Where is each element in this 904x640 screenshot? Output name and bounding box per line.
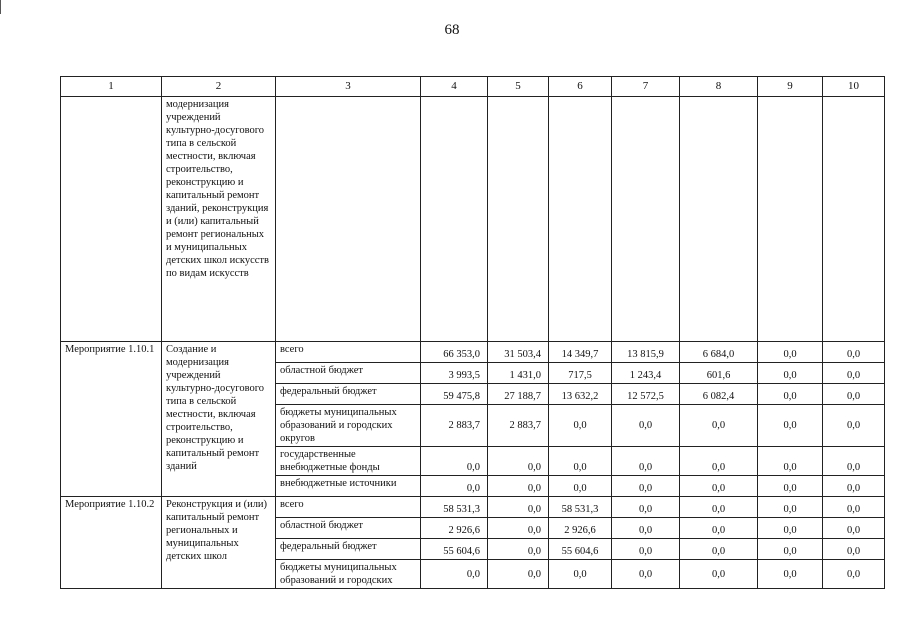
value-cell: 601,6 bbox=[680, 363, 758, 384]
table-row bbox=[61, 497, 885, 518]
header-row bbox=[61, 77, 885, 97]
empty-cell bbox=[61, 97, 162, 342]
value-cell: 27 188,7 bbox=[488, 384, 549, 405]
value-cell: 717,5 bbox=[549, 363, 612, 384]
value-cell: 12 572,5 bbox=[612, 384, 680, 405]
value-cell: 0,0 bbox=[680, 476, 758, 497]
col-header: 10 bbox=[823, 77, 885, 97]
col-header: 1 bbox=[61, 77, 162, 97]
funding-source: всего bbox=[276, 497, 421, 518]
value-cell: 3 993,5 bbox=[421, 363, 488, 384]
value-cell: 0,0 bbox=[823, 405, 885, 447]
value-cell: 6 684,0 bbox=[680, 342, 758, 363]
value-cell: 0,0 bbox=[758, 560, 823, 589]
col-header: 9 bbox=[758, 77, 823, 97]
value-cell: 0,0 bbox=[680, 497, 758, 518]
value-cell: 2 926,6 bbox=[549, 518, 612, 539]
value-cell: 0,0 bbox=[823, 518, 885, 539]
value-cell: 0,0 bbox=[758, 384, 823, 405]
value-cell: 13 632,2 bbox=[549, 384, 612, 405]
value-cell: 0,0 bbox=[823, 342, 885, 363]
value-cell: 0,0 bbox=[549, 447, 612, 476]
value-cell: 0,0 bbox=[549, 405, 612, 447]
funding-source: бюджеты муниципальных образований и городских округов bbox=[276, 405, 421, 447]
value-cell: 0,0 bbox=[549, 476, 612, 497]
value-cell: 0,0 bbox=[758, 497, 823, 518]
funding-source: всего bbox=[276, 342, 421, 363]
value-cell: 0,0 bbox=[758, 476, 823, 497]
value-cell: 0,0 bbox=[612, 447, 680, 476]
value-cell: 2 926,6 bbox=[421, 518, 488, 539]
continuation-row bbox=[61, 97, 885, 342]
value-cell: 13 815,9 bbox=[612, 342, 680, 363]
table-row bbox=[61, 342, 885, 363]
value-cell: 2 883,7 bbox=[421, 405, 488, 447]
value-cell: 59 475,8 bbox=[421, 384, 488, 405]
funding-source: государственные внебюджетные фонды bbox=[276, 447, 421, 476]
value-cell: 1 243,4 bbox=[612, 363, 680, 384]
value-cell: 0,0 bbox=[823, 384, 885, 405]
col-header: 8 bbox=[680, 77, 758, 97]
value-cell: 0,0 bbox=[612, 497, 680, 518]
measure-description: Реконструкция и (или) капитальный ремонт региональных и муниципальных детских школ bbox=[162, 497, 276, 589]
page-number: 68 bbox=[444, 22, 460, 38]
value-cell: 0,0 bbox=[612, 539, 680, 560]
value-cell: 14 349,7 bbox=[549, 342, 612, 363]
value-cell: 0,0 bbox=[823, 476, 885, 497]
value-cell: 0,0 bbox=[823, 447, 885, 476]
value-cell: 0,0 bbox=[758, 518, 823, 539]
value-cell: 55 604,6 bbox=[421, 539, 488, 560]
value-cell: 0,0 bbox=[758, 342, 823, 363]
funding-source: бюджеты муниципальных образований и городских bbox=[276, 560, 421, 589]
value-cell: 0,0 bbox=[823, 539, 885, 560]
col-header: 5 bbox=[488, 77, 549, 97]
value-cell: 55 604,6 bbox=[549, 539, 612, 560]
col-header: 7 bbox=[612, 77, 680, 97]
value-cell: 0,0 bbox=[823, 363, 885, 384]
value-cell: 0,0 bbox=[680, 518, 758, 539]
budget-table bbox=[60, 76, 885, 589]
value-cell: 0,0 bbox=[421, 447, 488, 476]
value-cell: 2 883,7 bbox=[488, 405, 549, 447]
value-cell: 0,0 bbox=[488, 539, 549, 560]
value-cell: 0,0 bbox=[612, 518, 680, 539]
value-cell: 0,0 bbox=[421, 560, 488, 589]
measure-description: Создание и модернизация учреждений культурно-досугового типа в сельской местности, включая строительство, реконструкцию и капитальный ремонт зданий bbox=[162, 342, 276, 497]
value-cell: 0,0 bbox=[612, 405, 680, 447]
value-cell: 0,0 bbox=[680, 560, 758, 589]
value-cell: 31 503,4 bbox=[488, 342, 549, 363]
value-cell: 0,0 bbox=[488, 560, 549, 589]
continuation-description: модернизация учреждений культурно-досугового типа в сельской местности, включая строительство, реконструкцию и капитальный ремонт зданий, реконструкция и (или) капитальный ремонт региональных и муниципальных детских школ искусств по видам искусств bbox=[162, 97, 276, 342]
funding-source: областной бюджет bbox=[276, 518, 421, 539]
value-cell: 0,0 bbox=[612, 560, 680, 589]
value-cell: 0,0 bbox=[758, 447, 823, 476]
value-cell: 0,0 bbox=[488, 447, 549, 476]
value-cell: 0,0 bbox=[758, 363, 823, 384]
value-cell: 0,0 bbox=[421, 476, 488, 497]
col-header: 3 bbox=[276, 77, 421, 97]
value-cell: 1 431,0 bbox=[488, 363, 549, 384]
value-cell: 0,0 bbox=[549, 560, 612, 589]
funding-source: внебюджетные источники bbox=[276, 476, 421, 497]
col-header: 6 bbox=[549, 77, 612, 97]
value-cell: 58 531,3 bbox=[421, 497, 488, 518]
col-header: 4 bbox=[421, 77, 488, 97]
value-cell: 0,0 bbox=[758, 405, 823, 447]
value-cell: 66 353,0 bbox=[421, 342, 488, 363]
measure-name: Мероприятие 1.10.1 bbox=[61, 342, 162, 497]
col-header: 2 bbox=[162, 77, 276, 97]
value-cell: 58 531,3 bbox=[549, 497, 612, 518]
funding-source: областной бюджет bbox=[276, 363, 421, 384]
value-cell: 0,0 bbox=[488, 476, 549, 497]
scan-edge-mark bbox=[0, 0, 1, 14]
value-cell: 0,0 bbox=[680, 405, 758, 447]
value-cell: 0,0 bbox=[612, 476, 680, 497]
value-cell: 6 082,4 bbox=[680, 384, 758, 405]
value-cell: 0,0 bbox=[488, 518, 549, 539]
value-cell: 0,0 bbox=[488, 497, 549, 518]
value-cell: 0,0 bbox=[823, 497, 885, 518]
value-cell: 0,0 bbox=[758, 539, 823, 560]
measure-name: Мероприятие 1.10.2 bbox=[61, 497, 162, 589]
value-cell: 0,0 bbox=[680, 447, 758, 476]
funding-source: федеральный бюджет bbox=[276, 384, 421, 405]
value-cell: 0,0 bbox=[680, 539, 758, 560]
value-cell: 0,0 bbox=[823, 560, 885, 589]
funding-source: федеральный бюджет bbox=[276, 539, 421, 560]
